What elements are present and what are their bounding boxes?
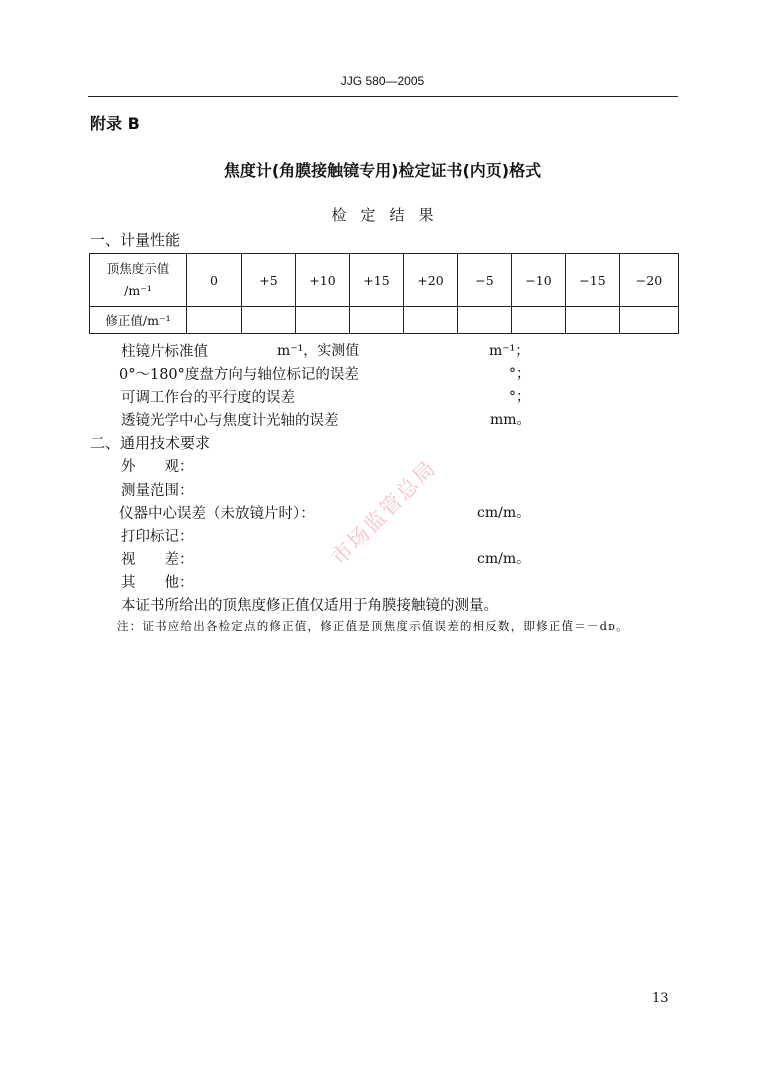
row-header-line1: 顶焦度示值 (106, 261, 170, 276)
table-cell: +15 (350, 254, 404, 307)
table-cell-empty (512, 307, 566, 334)
table-cell: +10 (296, 254, 350, 307)
table-cell-empty (566, 307, 620, 334)
table-cell: +5 (242, 254, 296, 307)
table-cell-empty (620, 307, 679, 334)
page-number: 13 (652, 991, 669, 1006)
dial-error-unit: °； (509, 366, 530, 382)
standard-code-header: JJG 580—2005 (340, 74, 425, 88)
table-cell-empty (187, 307, 242, 334)
table-cell: −15 (566, 254, 620, 307)
table-cell: 0 (187, 254, 242, 307)
certificate-statement: 本证书所给出的顶焦度修正值仅适用于角膜接触镜的测量。 (121, 598, 498, 614)
table-cell: −10 (512, 254, 566, 307)
footnote: 注：证书应给出各检定点的修正值，修正值是顶焦度示值误差的相反数，即修正值＝－dᴅ。 (117, 619, 629, 633)
table-cell-empty (350, 307, 404, 334)
header-rule (88, 96, 678, 97)
table-cell: −20 (620, 254, 679, 307)
row-header-correction: 修正值/m⁻¹ (90, 307, 187, 334)
parallax-unit: cm/m。 (477, 551, 531, 567)
optical-center-label: 透镜光学中心与焦度计光轴的误差 (121, 413, 339, 429)
optical-center-unit: mm。 (490, 412, 531, 428)
document-title: 焦度计(角膜接触镜专用)检定证书(内页)格式 (223, 161, 542, 180)
table-cell-empty (458, 307, 512, 334)
dial-error-label: 0°～180°度盘方向与轴位标记的误差 (119, 367, 359, 383)
center-error-label: 仪器中心误差（未放镜片时）： (119, 506, 315, 522)
other-label: 其 他： (121, 575, 194, 591)
print-marking-label: 打印标记： (121, 529, 194, 545)
measuring-range-label: 测量范围： (121, 483, 194, 499)
cylinder-standard-label: 柱镜片标准值 (121, 344, 208, 360)
metrology-table (89, 253, 679, 334)
table-cell: −5 (458, 254, 512, 307)
appendix-label: 附录 B (90, 114, 140, 133)
table-cell-empty (296, 307, 350, 334)
row-header-line2: /m⁻¹ (124, 283, 152, 298)
stage-parallelism-label: 可调工作台的平行度的误差 (121, 390, 295, 406)
parallax-label: 视 差： (121, 552, 194, 568)
center-error-unit: cm/m。 (477, 505, 531, 521)
cylinder-measured-unit: m⁻¹； (489, 343, 530, 359)
table-row (90, 307, 679, 334)
row-header-indication (90, 254, 187, 307)
table-row (90, 254, 679, 307)
table-cell: +20 (404, 254, 458, 307)
appearance-label: 外 观： (121, 459, 194, 475)
section2-heading: 二、通用技术要求 (90, 434, 211, 452)
stage-parallelism-unit: °； (509, 389, 530, 405)
cylinder-standard-unit: m⁻¹，实测值 (277, 343, 360, 359)
watermark-text: 市场监管总局 (326, 455, 442, 570)
table-cell-empty (242, 307, 296, 334)
section1-heading: 一、计量性能 (90, 231, 181, 249)
table-cell-empty (404, 307, 458, 334)
results-subtitle: 检定结果 (331, 206, 448, 224)
